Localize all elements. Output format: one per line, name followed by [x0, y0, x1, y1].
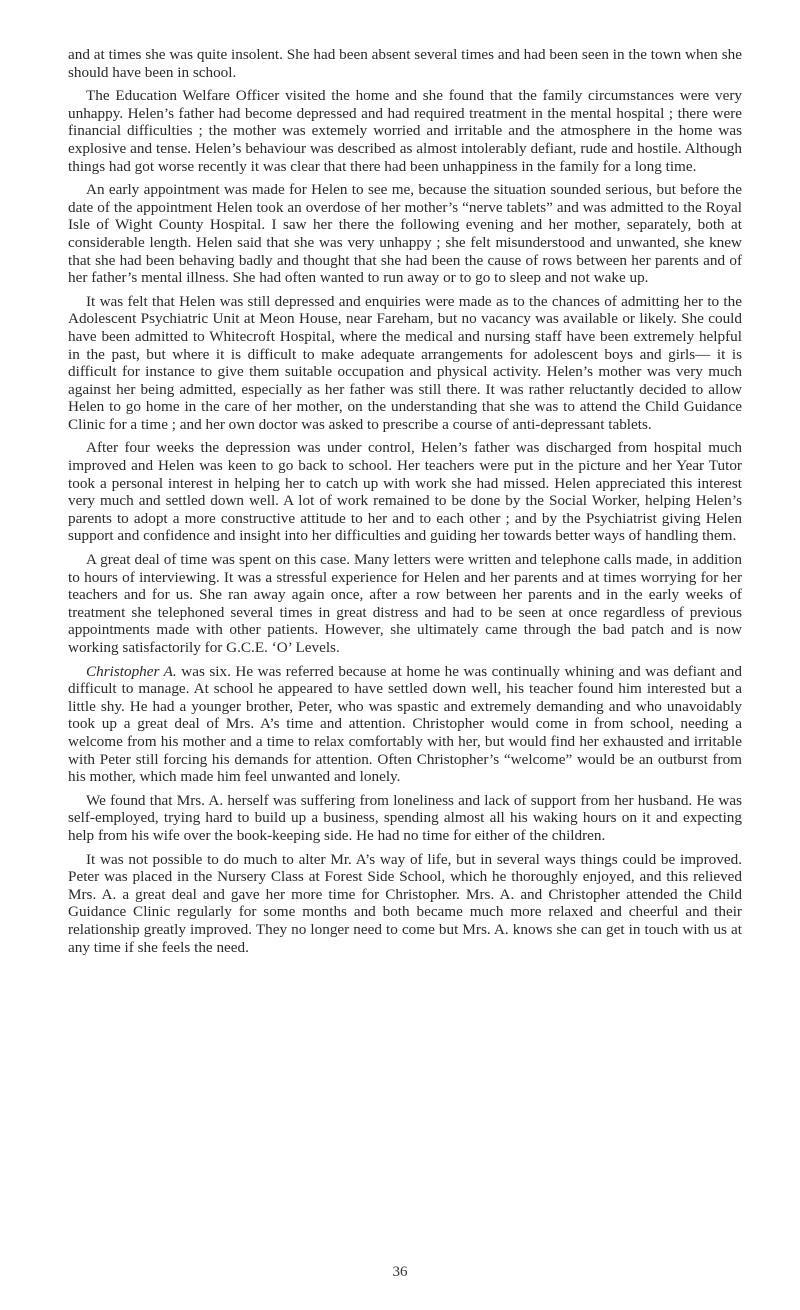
paragraph-5: After four weeks the depression was under control, Helen’s father was discharged from hospital much improved and Helen was keen to go back to school. Her teachers were put in the picture and her Year Tutor took a personal interest in helping her to catch up with work she had missed. Helen appreciated this interest very much and settled down well. A lot of work remained to be done by the Social Worker, helping Helen’s parents to adopt a more constructive attitude to her and to each other ; and by the Psychiatrist giving Helen support and confidence and insight into her difficulties and guiding her towards better ways of handling them.	[68, 439, 742, 545]
paragraph-4: It was felt that Helen was still depressed and enquiries were made as to the chances of admitting her to the Adolescent Psychiatric Unit at Meon House, near Fareham, but no vacancy was available or likely. She could have been admitted to Whitecroft Hospital, where the medical and nursing staff have been extremely helpful in the past, but where it is difficult to make adequate arrangements for adolescent boys and girls— it is difficult for instance to give them suitable occupation and physical activity. Helen’s mother was very much against her being admitted, especially as her father was still there. It was rather reluctantly decided to allow Helen to go home in the care of her mother, on the understanding that she was to attend the Child Guidance Clinic for a time ; and her own doctor was asked to prescribe a course of anti-depressant tablets.	[68, 292, 742, 433]
document-body	[68, 46, 742, 962]
paragraph-1: and at times she was quite insolent. She had been absent several times and had been seen in the town when she should have been in school.	[68, 46, 742, 81]
paragraph-3: An early appointment was made for Helen to see me, because the situation sounded serious, but before the date of the appointment Helen took an overdose of her mother’s “nerve tablets” and was admitted to the Royal Isle of Wight County Hospital. I saw her there the following evening and her mother, separately, both at considerable length. Helen said that she was very unhappy ; she felt misunderstood and unwanted, she knew that she had been behaving badly and thought that she had been the cause of rows between her parents and of her father’s mental illness. She had often wanted to run away or to go to sleep and not wake up.	[68, 181, 742, 287]
paragraph-6: A great deal of time was spent on this case. Many letters were written and telephone calls made, in addition to hours of interviewing. It was a stressful experience for Helen and her parents and at times worrying for her teachers and for us. She ran away again once, after a row between her parents and in the early weeks of treatment she telephoned several times in great distress and had to be seen at once regardless of previous appointments made with other patients. However, she ultimately came through the bad patch and is now working satisfactorily for G.C.E. ‘O’ Levels.	[68, 551, 742, 656]
paragraph-9: It was not possible to do much to alter Mr. A’s way of life, but in several ways things could be improved. Peter was placed in the Nursery Class at Forest Side School, which he thoroughly enjoyed, and this relieved Mrs. A. a great deal and gave her more time for Christopher. Mrs. A. and Christopher attended the Child Guidance Clinic regularly for some months and both became much more relaxed and cheerful and their relationship greatly improved. They no longer need to come but Mrs. A. knows she can get in touch with us at any time if she feels the need.	[68, 850, 742, 956]
paragraph-8: We found that Mrs. A. herself was suffering from loneliness and lack of support from her husband. He was self-employed, trying hard to build up a business, spending almost all his waking hours on it and expecting help from his wife over the book-keeping side. He had no time for either of the children.	[68, 791, 742, 844]
paragraph-7	[68, 663, 742, 786]
case-name-christopher: Christopher A.	[86, 662, 177, 680]
page-number: 36	[392, 1264, 408, 1280]
paragraph-7-text: was six. He was referred because at home he was continually whining and was defiant and difficult to manage. At school he appeared to have settled down well, his teacher found him interested but a little shy. He had a younger brother, Peter, who was spastic and extremely demanding and who unavoidably took up a great deal of Mrs. A’s time and attention. Christopher would come in from school, needing a welcome from his mother and a time to relax comfortably with her, but would find her exhausted and irritable with Peter still forcing his demands for attention. Often Christopher’s “welcome” would be an outburst from his mother, which made him feel unwanted and lonely.	[68, 662, 742, 786]
paragraph-2: The Education Welfare Officer visited the home and she found that the family circumstances were very unhappy. Helen’s father had become depressed and had required treatment in the mental hospital ; there were financial difficulties ; the mother was extemely worried and irritable and the atmosphere in the home was explosive and tense. Helen’s behaviour was described as almost intolerably defiant, rude and hostile. Although things had got worse recently it was clear that there had been unhappiness in the family for a long time.	[68, 87, 742, 175]
